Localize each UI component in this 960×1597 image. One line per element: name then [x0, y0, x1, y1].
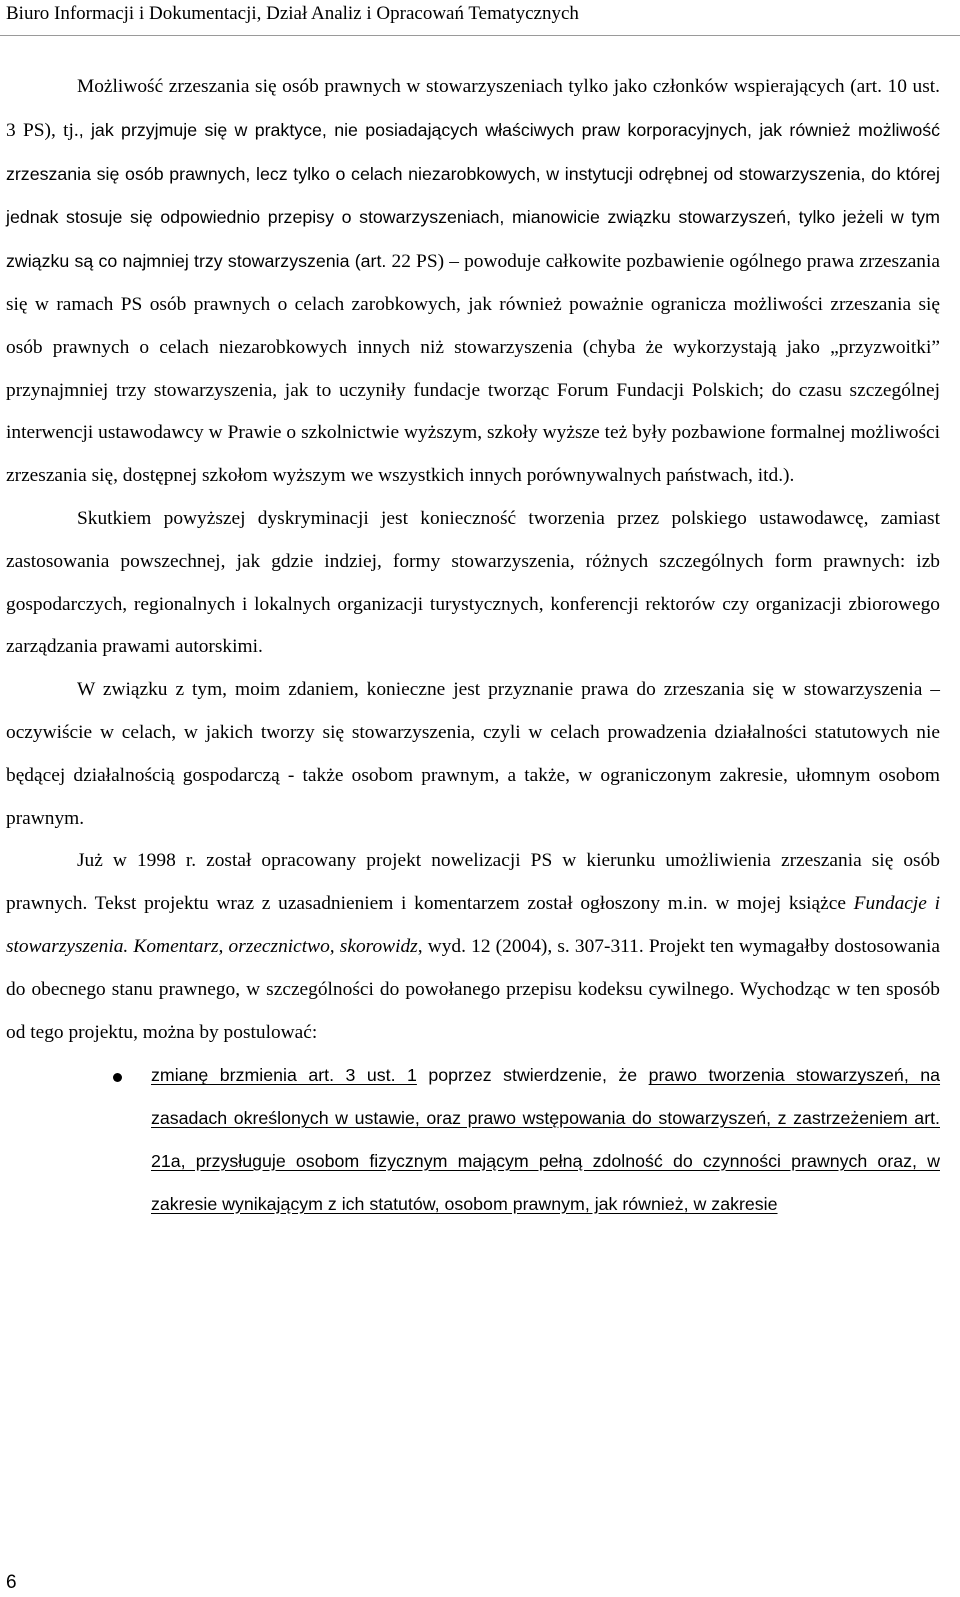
- book-title: Fundacje i stowarzyszenia. Komentarz, orzecznictwo, skorowidz: [6, 893, 940, 957]
- paragraph-1: [6, 66, 940, 498]
- list-item: [6, 1054, 940, 1225]
- paragraph-4-part-c: , wyd. 12 (2004), s. 307-311. Projekt ten wymagałby dostosowania do obecnego stanu prawnego, w szczególności do powołanego przepisu kodeksu cywilnego. Wychodząc w ten sposób od tego projektu, można by postulować:: [6, 935, 940, 1043]
- proposed-wording: prawo tworzenia stowarzyszeń, na zasadach określonych w ustawie, oraz prawo wstępowania do stowarzyszeń, z zastrzeżeniem art. 21a, przysługuje osobom fizycznym mającym pełną zdolność do czynności prawnych oraz, w zakresie wynikającym z ich statutów, osobom prawnym, jak również, w zakresie: [151, 1065, 941, 1214]
- page-number: 6: [6, 1572, 17, 1593]
- header-divider: [0, 35, 960, 36]
- paragraph-1-part-b: , jak przyjmuje się w praktyce, nie posiadających właściwych praw korporacyjnych, jak również możliwość zrzeszania się osób prawnych, lecz tylko o celach niezarobkowych, w instytucji odrębnej od stowarzyszenia, do której jednak stosuje się odpowiednio przepisy o stowarzyszeniach, mianowicie związku stowarzyszeń, tylko jeżeli w tym związku są co najmniej trzy stowarzyszenia (art.: [6, 119, 941, 272]
- list-item-text: poprzez stwierdzenie, że: [416, 1065, 649, 1086]
- paragraph-2: Skutkiem powyższej dyskryminacji jest konieczność tworzenia przez polskiego ustawodawcę, zamiast zastosowania powszechnej, jak gdzie indziej, formy stowarzyszenia, różnych szczególnych form prawnych: izb gospodarczych, regionalnych i lokalnych organizacji turystycznych, konferencji rektorów czy organizacji zbiorowego zarządzania prawami autorskimi.: [6, 507, 940, 658]
- amendment-reference: zmianę brzmienia art. 3 ust. 1: [151, 1065, 417, 1086]
- proposal-list: [6, 1054, 940, 1225]
- document-body: [6, 66, 940, 1226]
- running-header: Biuro Informacji i Dokumentacji, Dział Analiz i Opracowań Tematycznych: [6, 3, 579, 24]
- paragraph-1-part-a: Możliwość zrzeszania się osób prawnych w stowarzyszeniach tylko jako członków wspierających (art. 10 ust. 3 PS), tj.: [6, 76, 940, 141]
- paragraph-4: [6, 840, 940, 1054]
- bullet-icon: [113, 1073, 122, 1082]
- paragraph-1-part-c: 22 PS) – powoduje całkowite pozbawienie ogólnego prawa zrzeszania się w ramach PS osób prawnych o celach zarobkowych, jak również poważnie ogranicza możliwości zrzeszania się osób prawnych o celach niezarobkowych innych niż stowarzyszenia (chyba że wykorzystają jako „przyzwoitki” przynajmniej trzy stowarzyszenia, jak to uczyniły fundacje tworząc Forum Fundacji Polskich; do czasu szczególnej interwencji ustawodawcy w Prawie o szkolnictwie wyższym, szkoły wyższe też były pozbawione formalnej możliwości zrzeszania się, dostępnej szkołom wyższym we wszystkich innych porównywalnych państwach, itd.).: [6, 251, 940, 487]
- paragraph-3: W związku z tym, moim zdaniem, konieczne jest przyznanie prawa do zrzeszania się w stowarzyszenia – oczywiście w celach, w jakich tworzy się stowarzyszenia, czyli w celach prowadzenia działalności statutowych nie będącej działalnością gospodarczą - także osobom prawnym, a także, w ograniczonym zakresie, ułomnym osobom prawnym.: [6, 679, 940, 829]
- paragraph-4-part-a: Już w 1998 r. został opracowany projekt nowelizacji PS w kierunku umożliwienia zrzeszania się osób prawnych. Tekst projektu wraz z uzasadnieniem i komentarzem został ogłoszony m.in. w mojej książce: [6, 850, 940, 915]
